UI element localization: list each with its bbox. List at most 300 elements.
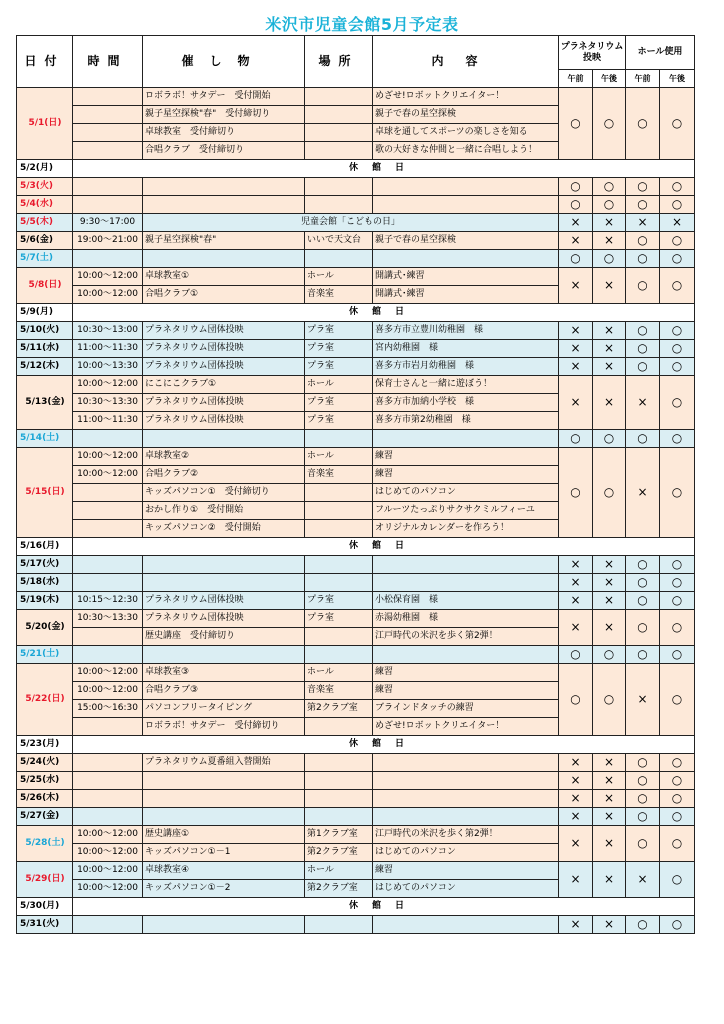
header-hall: ホール使用 <box>626 36 695 70</box>
hall-pm-mark: ○ <box>660 610 695 646</box>
time-cell <box>73 916 143 934</box>
time-cell: 15:00～16:30 <box>73 700 143 718</box>
event-cell <box>143 556 305 574</box>
content-cell: 練習 <box>373 448 559 466</box>
hall-pm-mark: ○ <box>660 790 695 808</box>
content-cell: 歌の大好きな仲間と一緒に合唱しよう！ <box>373 142 559 160</box>
date-cell: 5/20(金) <box>17 610 73 646</box>
time-cell <box>73 808 143 826</box>
event-cell: パソコンフリータイピング <box>143 700 305 718</box>
planetarium-am-mark: ○ <box>559 664 593 736</box>
hall-am-mark: ○ <box>626 610 660 646</box>
planetarium-am-mark: × <box>559 592 593 610</box>
hall-am-mark: ○ <box>626 790 660 808</box>
planetarium-pm-mark: × <box>593 808 626 826</box>
event-cell: プラネタリウム団体投映 <box>143 592 305 610</box>
content-cell: 練習 <box>373 466 559 484</box>
content-cell: 喜多方市立豊川幼稚園 様 <box>373 322 559 340</box>
date-cell: 5/9(月) <box>17 304 73 322</box>
header-planetarium-pm: 午後 <box>593 70 626 88</box>
date-cell: 5/7(土) <box>17 250 73 268</box>
hall-pm-mark: ○ <box>660 178 695 196</box>
place-cell <box>305 628 373 646</box>
planetarium-am-mark: × <box>559 556 593 574</box>
event-cell: 合唱クラブ③ <box>143 682 305 700</box>
planetarium-am-mark: ○ <box>559 196 593 214</box>
event-cell <box>143 430 305 448</box>
content-cell <box>373 916 559 934</box>
header-content: 内容 <box>373 36 559 88</box>
event-cell <box>143 196 305 214</box>
place-cell: いいで天文台 <box>305 232 373 250</box>
content-cell: ブラインドタッチの練習 <box>373 700 559 718</box>
place-cell <box>305 808 373 826</box>
table-row <box>17 592 695 610</box>
planetarium-pm-mark: ○ <box>593 664 626 736</box>
planetarium-pm-mark: ○ <box>593 178 626 196</box>
hall-am-mark: ○ <box>626 592 660 610</box>
time-cell <box>73 628 143 646</box>
date-cell: 5/26(木) <box>17 790 73 808</box>
table-body <box>17 88 695 934</box>
event-cell: プラネタリウム団体投映 <box>143 610 305 628</box>
planetarium-am-mark: × <box>559 322 593 340</box>
planetarium-am-mark: × <box>559 790 593 808</box>
hall-pm-mark: ○ <box>660 268 695 304</box>
content-cell <box>373 430 559 448</box>
header-time: 時間 <box>73 36 143 88</box>
planetarium-am-mark: × <box>559 826 593 862</box>
closed-day-label: 休館日 <box>73 898 695 916</box>
hall-pm-mark: ○ <box>660 250 695 268</box>
planetarium-pm-mark: × <box>593 574 626 592</box>
header-planetarium-am: 午前 <box>559 70 593 88</box>
closed-day-label: 休館日 <box>73 736 695 754</box>
content-cell: 宮内幼稚園 様 <box>373 340 559 358</box>
time-cell <box>73 772 143 790</box>
hall-am-mark: ○ <box>626 916 660 934</box>
time-cell: 10:00～12:00 <box>73 664 143 682</box>
hall-pm-mark: ○ <box>660 322 695 340</box>
place-cell <box>305 88 373 106</box>
planetarium-pm-mark: × <box>593 340 626 358</box>
table-row <box>17 214 695 232</box>
content-cell: 保育士さんと一緒に遊ぼう！ <box>373 376 559 394</box>
event-cell: 卓球教室① <box>143 268 305 286</box>
planetarium-am-mark: × <box>559 610 593 646</box>
hall-pm-mark: ○ <box>660 754 695 772</box>
date-cell: 5/5(木) <box>17 214 73 232</box>
event-cell: 卓球教室③ <box>143 664 305 682</box>
hall-am-mark: ○ <box>626 340 660 358</box>
time-cell <box>73 754 143 772</box>
planetarium-am-mark: × <box>559 754 593 772</box>
time-cell: 11:00～11:30 <box>73 412 143 430</box>
content-cell: めざせ!ロボットクリエイター！ <box>373 718 559 736</box>
place-cell: 音楽室 <box>305 682 373 700</box>
time-cell: 10:00～12:00 <box>73 682 143 700</box>
table-row <box>17 178 695 196</box>
planetarium-pm-mark: × <box>593 232 626 250</box>
content-cell: めざせ!ロボットクリエイター！ <box>373 88 559 106</box>
place-cell <box>305 718 373 736</box>
planetarium-am-mark: × <box>559 376 593 430</box>
place-cell: プラ室 <box>305 340 373 358</box>
content-cell: はじめてのパソコン <box>373 880 559 898</box>
event-cell: プラネタリウム団体投映 <box>143 340 305 358</box>
content-cell: 卓球を通してスポーツの楽しさを知る <box>373 124 559 142</box>
table-row <box>17 574 695 592</box>
table-row <box>17 664 695 682</box>
planetarium-pm-mark: ○ <box>593 250 626 268</box>
hall-am-mark: ○ <box>626 178 660 196</box>
planetarium-pm-mark: × <box>593 826 626 862</box>
hall-pm-mark: ○ <box>660 358 695 376</box>
content-cell: 開講式･練習 <box>373 286 559 304</box>
place-cell <box>305 916 373 934</box>
event-cell <box>143 178 305 196</box>
event-cell: 歴史講座① <box>143 826 305 844</box>
event-cell: キッズパソコン①－1 <box>143 844 305 862</box>
place-cell: プラ室 <box>305 322 373 340</box>
time-cell <box>73 502 143 520</box>
hall-am-mark: × <box>626 664 660 736</box>
hall-pm-mark: ○ <box>660 556 695 574</box>
content-cell: はじめてのパソコン <box>373 484 559 502</box>
time-cell <box>73 574 143 592</box>
table-row <box>17 196 695 214</box>
planetarium-pm-mark: × <box>593 358 626 376</box>
closed-day-label: 休館日 <box>73 538 695 556</box>
header-event: 催し物 <box>143 36 305 88</box>
hall-pm-mark: ○ <box>660 646 695 664</box>
time-cell <box>73 790 143 808</box>
place-cell <box>305 646 373 664</box>
event-cell: 親子星空探検"春" 受付締切り <box>143 106 305 124</box>
place-cell <box>305 196 373 214</box>
time-cell <box>73 646 143 664</box>
planetarium-am-mark: × <box>559 232 593 250</box>
content-cell <box>373 754 559 772</box>
time-cell: 10:00～12:00 <box>73 880 143 898</box>
content-cell <box>373 250 559 268</box>
hall-am-mark: ○ <box>626 574 660 592</box>
place-cell: 音楽室 <box>305 466 373 484</box>
event-cell: プラネタリウム団体投映 <box>143 394 305 412</box>
time-cell: 10:30～13:00 <box>73 322 143 340</box>
closed-day-label: 休館日 <box>73 304 695 322</box>
place-cell <box>305 484 373 502</box>
place-cell: ホール <box>305 268 373 286</box>
event-cell <box>143 916 305 934</box>
time-cell <box>73 88 143 106</box>
time-cell: 10:15～12:30 <box>73 592 143 610</box>
table-row <box>17 754 695 772</box>
table-row <box>17 250 695 268</box>
place-cell: 第2クラブ室 <box>305 844 373 862</box>
table-row <box>17 448 695 466</box>
hall-pm-mark: ○ <box>660 448 695 538</box>
table-row <box>17 826 695 844</box>
date-cell: 5/18(水) <box>17 574 73 592</box>
event-cell <box>143 574 305 592</box>
closed-row <box>17 304 695 322</box>
hall-pm-mark: ○ <box>660 376 695 430</box>
date-cell: 5/23(月) <box>17 736 73 754</box>
event-cell <box>143 772 305 790</box>
place-cell <box>305 772 373 790</box>
table-row <box>17 376 695 394</box>
content-cell: オリジナルカレンダーを作ろう！ <box>373 520 559 538</box>
planetarium-am-mark: ○ <box>559 250 593 268</box>
planetarium-pm-mark: ○ <box>593 88 626 160</box>
planetarium-am-mark: × <box>559 214 593 232</box>
hall-pm-mark: ○ <box>660 592 695 610</box>
closed-row <box>17 160 695 178</box>
place-cell: プラ室 <box>305 358 373 376</box>
planetarium-pm-mark: × <box>593 916 626 934</box>
date-cell: 5/4(水) <box>17 196 73 214</box>
place-cell <box>305 250 373 268</box>
date-cell: 5/21(土) <box>17 646 73 664</box>
hall-pm-mark: ○ <box>660 916 695 934</box>
time-cell <box>73 106 143 124</box>
event-cell: 合唱クラブ② <box>143 466 305 484</box>
time-cell: 19:00～21:00 <box>73 232 143 250</box>
hall-pm-mark: ○ <box>660 232 695 250</box>
content-cell <box>373 574 559 592</box>
table-row <box>17 916 695 934</box>
table-row <box>17 808 695 826</box>
closed-row <box>17 736 695 754</box>
table-row <box>17 862 695 880</box>
schedule-table <box>16 35 695 934</box>
hall-am-mark: ○ <box>626 808 660 826</box>
place-cell <box>305 106 373 124</box>
event-cell: プラネタリウム団体投映 <box>143 358 305 376</box>
place-cell: 第2クラブ室 <box>305 700 373 718</box>
date-cell: 5/1(日) <box>17 88 73 160</box>
hall-am-mark: ○ <box>626 430 660 448</box>
date-cell: 5/24(火) <box>17 754 73 772</box>
place-cell <box>305 520 373 538</box>
planetarium-am-mark: ○ <box>559 88 593 160</box>
hall-am-mark: × <box>626 214 660 232</box>
hall-am-mark: ○ <box>626 358 660 376</box>
hall-am-mark: ○ <box>626 772 660 790</box>
place-cell <box>305 790 373 808</box>
content-cell: 赤湯幼稚園 様 <box>373 610 559 628</box>
hall-pm-mark: ○ <box>660 340 695 358</box>
place-cell <box>305 754 373 772</box>
planetarium-pm-mark: × <box>593 592 626 610</box>
event-merged-cell: 児童会館「こどもの日」 <box>143 214 559 232</box>
hall-pm-mark: ○ <box>660 862 695 898</box>
time-cell: 10:00～12:00 <box>73 448 143 466</box>
event-cell: キッズパソコン① 受付締切り <box>143 484 305 502</box>
content-cell: 練習 <box>373 664 559 682</box>
place-cell: プラ室 <box>305 412 373 430</box>
time-cell: 10:00～12:00 <box>73 862 143 880</box>
content-cell <box>373 196 559 214</box>
date-cell: 5/10(火) <box>17 322 73 340</box>
event-cell: 卓球教室② <box>143 448 305 466</box>
place-cell <box>305 556 373 574</box>
content-cell: 江戸時代の米沢を歩く第2弾！ <box>373 826 559 844</box>
planetarium-pm-mark: × <box>593 790 626 808</box>
planetarium-pm-mark: ○ <box>593 196 626 214</box>
event-cell: ロボラボ！サタデー 受付締切り <box>143 718 305 736</box>
date-cell: 5/19(木) <box>17 592 73 610</box>
event-cell: キッズパソコン② 受付開始 <box>143 520 305 538</box>
closed-day-label: 休館日 <box>73 160 695 178</box>
planetarium-am-mark: ○ <box>559 430 593 448</box>
event-cell: プラネタリウム団体投映 <box>143 412 305 430</box>
time-cell: 10:00～12:00 <box>73 268 143 286</box>
planetarium-am-mark: × <box>559 808 593 826</box>
event-cell: 合唱クラブ① <box>143 286 305 304</box>
time-cell: 10:00～12:00 <box>73 826 143 844</box>
content-cell: 喜多方市岩月幼稚園 様 <box>373 358 559 376</box>
content-cell <box>373 772 559 790</box>
place-cell: ホール <box>305 448 373 466</box>
date-cell: 5/14(土) <box>17 430 73 448</box>
time-cell: 10:00～12:00 <box>73 286 143 304</box>
closed-row <box>17 898 695 916</box>
event-cell: 歴史講座 受付締切り <box>143 628 305 646</box>
date-cell: 5/25(水) <box>17 772 73 790</box>
event-cell <box>143 646 305 664</box>
planetarium-am-mark: ○ <box>559 448 593 538</box>
content-cell: 江戸時代の米沢を歩く第2弾！ <box>373 628 559 646</box>
table-row <box>17 556 695 574</box>
hall-pm-mark: ○ <box>660 664 695 736</box>
place-cell: プラ室 <box>305 610 373 628</box>
time-cell <box>73 430 143 448</box>
hall-am-mark: ○ <box>626 646 660 664</box>
place-cell: プラ室 <box>305 592 373 610</box>
place-cell: ホール <box>305 376 373 394</box>
header-hall-pm: 午後 <box>660 70 695 88</box>
place-cell <box>305 178 373 196</box>
table-row <box>17 322 695 340</box>
hall-am-mark: ○ <box>626 322 660 340</box>
content-cell <box>373 790 559 808</box>
hall-am-mark: ○ <box>626 88 660 160</box>
time-cell <box>73 520 143 538</box>
place-cell <box>305 430 373 448</box>
hall-pm-mark: ○ <box>660 808 695 826</box>
planetarium-pm-mark: × <box>593 610 626 646</box>
hall-pm-mark: ○ <box>660 826 695 862</box>
date-cell: 5/30(月) <box>17 898 73 916</box>
event-cell: プラネタリウム団体投映 <box>143 322 305 340</box>
table-row <box>17 340 695 358</box>
date-cell: 5/17(火) <box>17 556 73 574</box>
event-cell: キッズパソコン①－2 <box>143 880 305 898</box>
content-cell: 親子で春の星空探検 <box>373 106 559 124</box>
header-planetarium: プラネタリウム投映 <box>559 36 626 70</box>
planetarium-pm-mark: × <box>593 268 626 304</box>
place-cell <box>305 142 373 160</box>
time-cell <box>73 142 143 160</box>
planetarium-pm-mark: ○ <box>593 448 626 538</box>
table-row <box>17 772 695 790</box>
time-cell <box>73 250 143 268</box>
hall-pm-mark: ○ <box>660 88 695 160</box>
planetarium-pm-mark: ○ <box>593 430 626 448</box>
table-header <box>17 36 695 88</box>
date-cell: 5/11(水) <box>17 340 73 358</box>
planetarium-pm-mark: × <box>593 754 626 772</box>
content-cell: はじめてのパソコン <box>373 844 559 862</box>
planetarium-pm-mark: × <box>593 214 626 232</box>
hall-pm-mark: ○ <box>660 196 695 214</box>
event-cell: 合唱クラブ 受付締切り <box>143 142 305 160</box>
date-cell: 5/15(日) <box>17 448 73 538</box>
date-cell: 5/12(木) <box>17 358 73 376</box>
table-row <box>17 232 695 250</box>
table-row <box>17 430 695 448</box>
header-place: 場所 <box>305 36 373 88</box>
table-row <box>17 358 695 376</box>
planetarium-am-mark: × <box>559 862 593 898</box>
hall-am-mark: × <box>626 376 660 430</box>
place-cell <box>305 574 373 592</box>
header-hall-am: 午前 <box>626 70 660 88</box>
planetarium-pm-mark: × <box>593 862 626 898</box>
date-cell: 5/29(日) <box>17 862 73 898</box>
planetarium-am-mark: ○ <box>559 646 593 664</box>
date-cell: 5/2(月) <box>17 160 73 178</box>
time-cell: 11:00～11:30 <box>73 340 143 358</box>
content-cell: 喜多方市加納小学校 様 <box>373 394 559 412</box>
event-cell: 親子星空探検"春" <box>143 232 305 250</box>
time-cell: 10:30～13:30 <box>73 394 143 412</box>
hall-am-mark: ○ <box>626 826 660 862</box>
planetarium-am-mark: × <box>559 358 593 376</box>
date-cell: 5/27(金) <box>17 808 73 826</box>
hall-am-mark: ○ <box>626 268 660 304</box>
hall-am-mark: ○ <box>626 556 660 574</box>
content-cell: 開講式･練習 <box>373 268 559 286</box>
table-row <box>17 268 695 286</box>
hall-am-mark: × <box>626 862 660 898</box>
content-cell <box>373 178 559 196</box>
content-cell: 小松保育園 様 <box>373 592 559 610</box>
planetarium-am-mark: × <box>559 772 593 790</box>
hall-pm-mark: ○ <box>660 574 695 592</box>
event-cell: プラネタリウム夏番組入替開始 <box>143 754 305 772</box>
time-cell: 10:00～12:00 <box>73 466 143 484</box>
event-cell <box>143 790 305 808</box>
content-cell: 喜多方市第2幼稚園 様 <box>373 412 559 430</box>
hall-pm-mark: ○ <box>660 772 695 790</box>
place-cell: 音楽室 <box>305 286 373 304</box>
planetarium-am-mark: × <box>559 268 593 304</box>
planetarium-pm-mark: × <box>593 322 626 340</box>
planetarium-pm-mark: × <box>593 772 626 790</box>
planetarium-am-mark: × <box>559 340 593 358</box>
time-cell: 10:30～13:30 <box>73 610 143 628</box>
table-row <box>17 88 695 106</box>
time-cell: 10:00～12:00 <box>73 844 143 862</box>
event-cell: ロボラボ！サタデー 受付開始 <box>143 88 305 106</box>
planetarium-pm-mark: × <box>593 556 626 574</box>
table-row <box>17 610 695 628</box>
place-cell: 第2クラブ室 <box>305 880 373 898</box>
event-cell <box>143 250 305 268</box>
